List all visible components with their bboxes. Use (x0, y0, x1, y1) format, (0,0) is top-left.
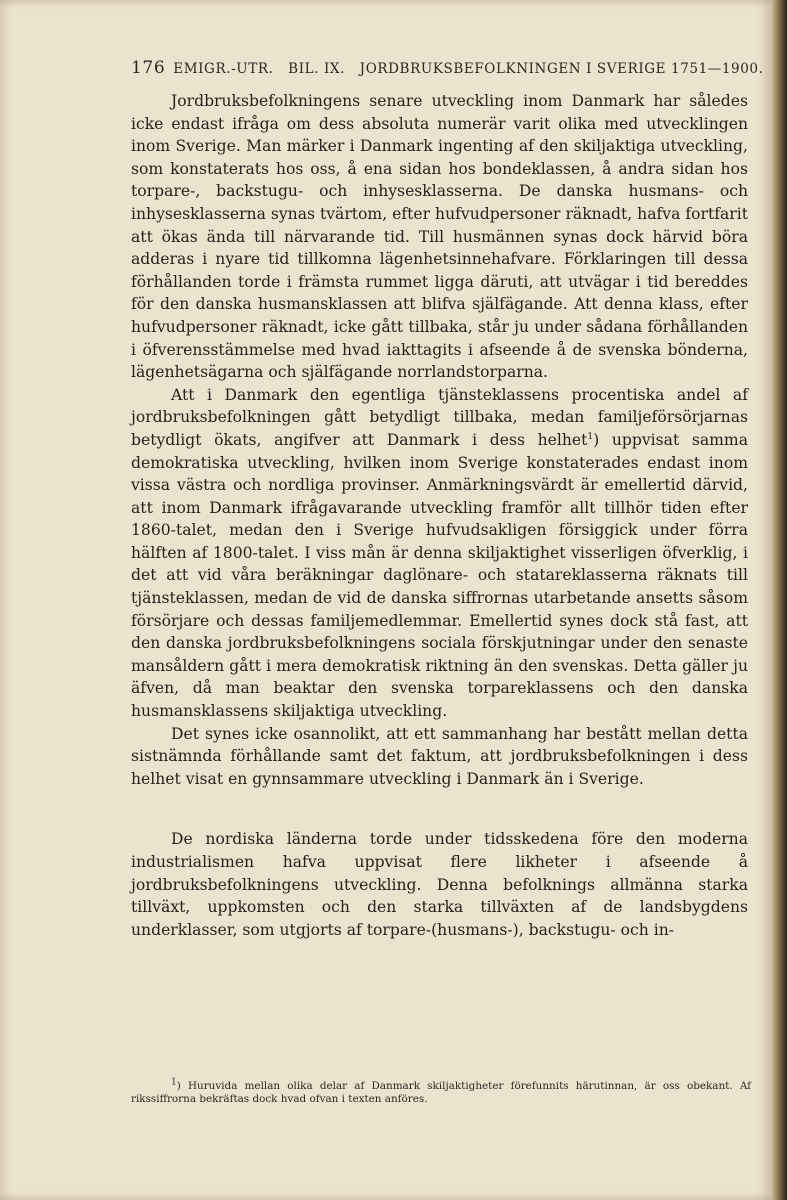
book-spine-edge (772, 0, 787, 1200)
page-number: 176 (131, 58, 166, 78)
paragraph-1: Jordbruksbefolkningens senare utveckling inom Danmark har således icke endast ifråga om dess absoluta numerär varit olika med utvecklingen inom Sverige. Man märker i Danmark ingenting af den skiljaktiga utveckling, som konstaterats hos oss, å ena sidan hos bondeklassen, å andra sidan hos torpare-, backstugu- och inhysesklasserna. De danska husmans- och inhysesklasserna synas tvärtom, efter hufvudpersoner räknadt, hafva fortfarit att ökas ända till närvarande tid. Till husmännen synas dock härvid böra adderas i nyare tid tillkomna lägenhetsinnehafvare. Förklaringen till dessa förhållanden torde i främsta rummet ligga däruti, att utvägar i tid bereddes för den danska husmansklassen att blifva själfägande. Att denna klass, efter hufvudpersoner räknadt, icke gått tillbaka, står ju under sådana förhållanden i öfverensstämmelse med hvad iakttagits i afseende å de svenska bönderna, lägenhetsägarna och själfägande norrlandstorparna. (131, 92, 748, 382)
footnote-text: ) Huruvida mellan olika delar af Danmark skiljaktigheter förefunnits härutinnan, är oss obekant. Af rikssiffrorna bekräftas dock hvad ofvan i texten anföres. (131, 1080, 751, 1105)
footnote-mark: 1 (171, 1077, 177, 1088)
paragraph-2-part-a: Att i Danmark den egentliga tjänsteklassens procentiska andel af jordbruksbefolkningen gått betydligt tillbaka, medan familjeförsörjarnas betydligt ökats, angifver att Danmark i dess helhet (131, 385, 748, 449)
footnote (131, 1077, 751, 1106)
paragraph-3: Det synes icke osannolikt, att ett sammanhang har bestått mellan detta sistnämnda förhållande samt det faktum, att jordbruksbefolkningen i dess helhet visat en gynnsammare utveckling i Danmark än i Sverige. (131, 724, 748, 788)
paragraph-4: De nordiska länderna torde under tidsskedena före den moderna industrialismen hafva uppvisat flere likheter i afseende å jordbruksbefolkningens utveckling. Denna befolknings allmänna starka tillväxt, uppkomsten och den starka tillväxten af de landsbygdens underklasser, som utgjorts af torpare-(husmans-), backstugu- och in- (131, 830, 748, 939)
paragraph-2 (131, 384, 748, 723)
running-header (131, 58, 764, 78)
running-title: EMIGR.-UTR. BIL. IX. JORDBRUKSBEFOLKNINGEN I SVERIGE 1751—1900. (173, 61, 764, 77)
footnote-reference: 1 (587, 431, 594, 442)
paragraph-2-part-b: ) uppvisat samma demokratiska utveckling, hvilken inom Sverige konstaterades endast inom vissa västra och nordliga provinser. Anmärkningsvärdt är emellertid därvid, att inom Danmark ifrågavarande utveckling framför allt tillhör tiden efter 1860-talet, medan den i Sverige hufvudsakligen försiggick under förra hälften af 1800-talet. I viss mån är denna skiljaktighet visserligen öfverklig, i det att vid våra beräkningar daglönare- och statareklasserna räknats till tjänsteklassen, medan de vid de danska siffrornas utarbetande ansetts såsom försörjare och dessas familjemedlemmar. Emellertid synes dock stå fast, att den danska jordbruksbefolkningens sociala förskjutningar under den senaste mansåldern gått i mera demokratisk riktning än den svenskas. Detta gäller ju äfven, då man beaktar den svenska torpareklassens och den danska husmansklassens skiljaktiga utveckling. (131, 430, 748, 721)
body-text (131, 90, 748, 941)
